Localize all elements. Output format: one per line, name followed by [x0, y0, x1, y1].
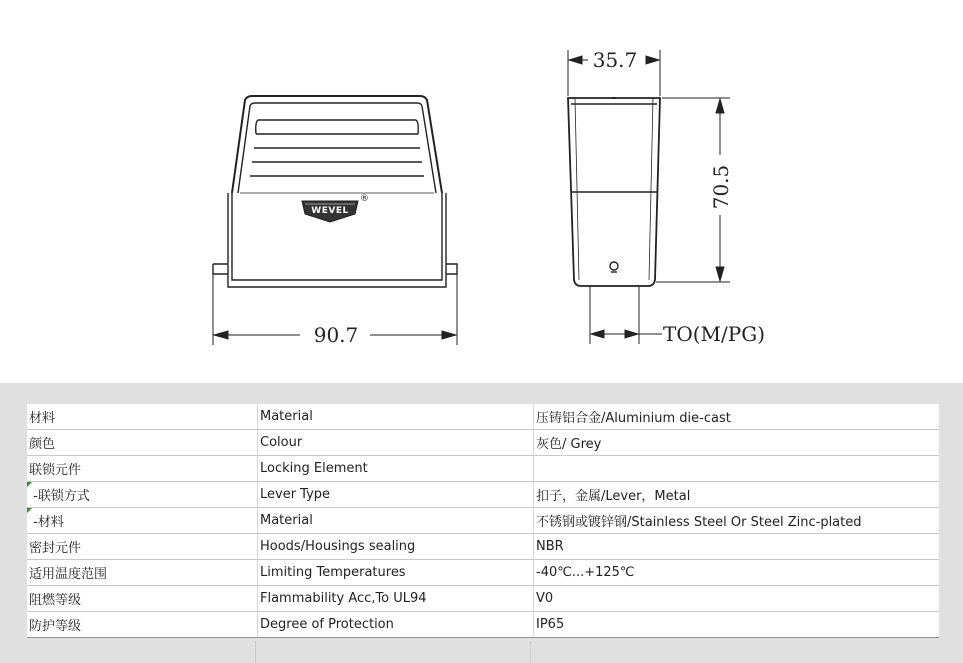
- spec-label-en: [258, 612, 534, 638]
- spec-label-cn-text: 颜色: [29, 437, 56, 452]
- spec-value: [534, 430, 940, 456]
- spec-label-cn-text: 联锁元件: [29, 463, 82, 478]
- front-view: [213, 96, 457, 287]
- spec-label-cn-text: 阻燃等级: [29, 593, 82, 608]
- spec-table-area: [0, 383, 963, 663]
- table-row: [27, 560, 939, 586]
- dim-thread-label: TO(M/PG): [663, 322, 765, 346]
- spec-value: [534, 534, 940, 560]
- table-row: [27, 534, 939, 560]
- spec-value: [534, 612, 940, 638]
- spec-value: [534, 508, 940, 534]
- spec-label-en-text: Material: [260, 409, 313, 424]
- cell-comment-marker: [27, 508, 32, 513]
- spec-label-cn: [27, 612, 258, 638]
- spec-label-cn: [27, 560, 258, 586]
- spec-label-cn-text: 适用温度范围: [29, 567, 108, 582]
- spec-label-en: [258, 560, 534, 586]
- spec-label-cn-text: 防护等级: [29, 619, 82, 634]
- spec-value-text: -40℃...+125℃: [536, 565, 635, 580]
- spec-label-en-text: Flammability Acc,To UL94: [260, 591, 427, 606]
- spec-label-en: [258, 430, 534, 456]
- dimension-thread: [591, 330, 662, 338]
- spec-label-cn: [27, 508, 258, 534]
- spec-value-text: 灰色/ Grey: [536, 437, 602, 452]
- registered-mark: ®: [360, 194, 369, 204]
- spec-label-cn: [27, 534, 258, 560]
- spec-label-cn: [27, 430, 258, 456]
- table-row: [27, 612, 939, 638]
- spec-label-en-text: Hoods/Housings sealing: [260, 539, 416, 554]
- spec-value: [534, 404, 940, 430]
- spec-label-en: [258, 456, 534, 482]
- spec-value-text: 扣子，金属/Lever，Metal: [536, 489, 691, 504]
- spec-value: [534, 456, 940, 482]
- spec-label-cn: [27, 482, 258, 508]
- spec-label-en-text: Material: [260, 513, 313, 528]
- spec-label-cn-text: -联锁方式: [29, 489, 90, 504]
- table-row: [27, 586, 939, 612]
- spec-label-en-text: Degree of Protection: [260, 617, 394, 632]
- cell-comment-marker: [27, 482, 32, 487]
- table-filler-row: [27, 641, 933, 663]
- spec-label-en-text: Locking Element: [260, 461, 368, 476]
- dim-height-label: 70.5: [709, 164, 733, 210]
- spec-value-text: 不锈钢或镀锌钢/Stainless Steel Or Steel Zinc-plated: [536, 515, 862, 530]
- spec-value-text: IP65: [536, 617, 565, 632]
- logo-brand-text: WEVEL: [311, 206, 349, 216]
- table-row: [27, 508, 939, 534]
- spec-table: [27, 404, 939, 638]
- spec-label-cn: [27, 404, 258, 430]
- spec-label-en: [258, 586, 534, 612]
- spec-label-cn: [27, 456, 258, 482]
- spec-label-en: [258, 482, 534, 508]
- spec-value: [534, 586, 940, 612]
- dim-depth-label: 35.7: [592, 48, 638, 72]
- spec-label-en: [258, 404, 534, 430]
- spec-value: [534, 560, 940, 586]
- spec-value: [534, 482, 940, 508]
- spec-value-text: V0: [536, 591, 554, 606]
- spec-label-en: [258, 508, 534, 534]
- table-row: [27, 482, 939, 508]
- side-view: [568, 98, 660, 344]
- spec-label-en-text: Limiting Temperatures: [260, 565, 406, 580]
- spec-value-text: NBR: [536, 539, 564, 554]
- spec-label-cn-text: -材料: [29, 515, 64, 530]
- dim-width-label: 90.7: [313, 323, 359, 347]
- spec-value-text: 压铸铝合金/Aluminium die-cast: [536, 411, 731, 426]
- table-row: [27, 404, 939, 430]
- spec-label-cn-text: 材料: [29, 411, 56, 426]
- spec-label-en-text: Colour: [260, 435, 303, 450]
- spec-label-cn-text: 密封元件: [29, 541, 82, 556]
- spec-label-en: [258, 534, 534, 560]
- spec-label-en-text: Lever Type: [260, 487, 331, 502]
- table-row: [27, 456, 939, 482]
- spec-label-cn: [27, 586, 258, 612]
- table-row: [27, 430, 939, 456]
- wevel-logo: [302, 194, 369, 222]
